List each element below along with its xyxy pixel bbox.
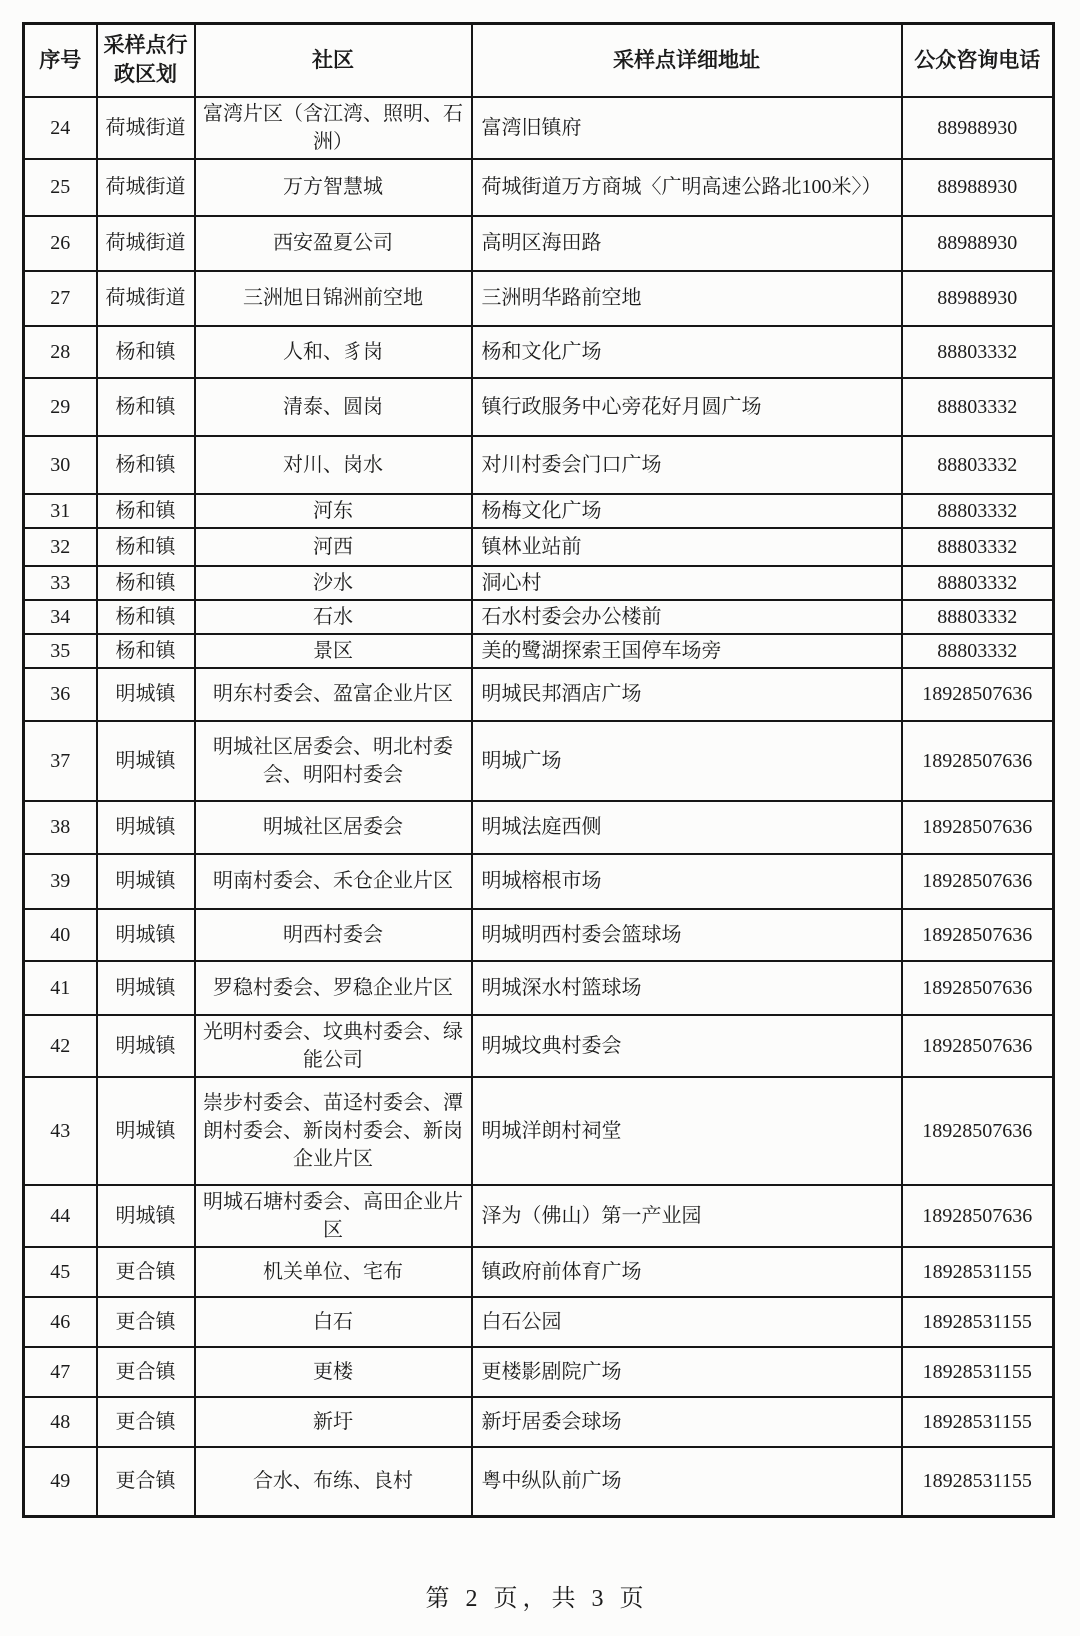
cell-district: 荷城街道 [97, 97, 195, 159]
cell-serial-number: 38 [24, 801, 97, 854]
table-row [24, 1447, 1054, 1517]
cell-phone: 88803332 [902, 494, 1054, 528]
cell-community: 机关单位、宅布 [195, 1247, 472, 1297]
cell-district: 明城镇 [97, 668, 195, 721]
cell-community: 明城石塘村委会、高田企业片区 [195, 1185, 472, 1247]
cell-district: 更合镇 [97, 1397, 195, 1447]
column-header-community: 社区 [195, 24, 472, 97]
cell-district: 杨和镇 [97, 378, 195, 436]
cell-community: 富湾片区（含江湾、照明、石洲） [195, 97, 472, 159]
cell-address: 新圩居委会球场 [472, 1397, 902, 1447]
cell-serial-number: 25 [24, 159, 97, 216]
cell-community: 光明村委会、坟典村委会、绿能公司 [195, 1015, 472, 1077]
table-row [24, 436, 1054, 494]
table-row [24, 1347, 1054, 1397]
table-row [24, 909, 1054, 961]
cell-community: 崇步村委会、苗迳村委会、潭朗村委会、新岗村委会、新岗企业片区 [195, 1077, 472, 1185]
cell-serial-number: 40 [24, 909, 97, 961]
table-row [24, 566, 1054, 600]
cell-address: 杨和文化广场 [472, 326, 902, 378]
cell-serial-number: 46 [24, 1297, 97, 1347]
cell-serial-number: 24 [24, 97, 97, 159]
cell-address: 镇林业站前 [472, 528, 902, 566]
cell-phone: 88803332 [902, 378, 1054, 436]
cell-phone: 88803332 [902, 566, 1054, 600]
cell-phone: 18928531155 [902, 1397, 1054, 1447]
cell-phone: 18928531155 [902, 1247, 1054, 1297]
cell-community: 明城社区居委会 [195, 801, 472, 854]
cell-address: 粤中纵队前广场 [472, 1447, 902, 1517]
cell-district: 荷城街道 [97, 159, 195, 216]
cell-serial-number: 36 [24, 668, 97, 721]
cell-address: 泽为（佛山）第一产业园 [472, 1185, 902, 1247]
table-row [24, 378, 1054, 436]
table-row [24, 159, 1054, 216]
cell-serial-number: 28 [24, 326, 97, 378]
cell-address: 更楼影剧院广场 [472, 1347, 902, 1397]
cell-phone: 18928507636 [902, 1185, 1054, 1247]
cell-serial-number: 49 [24, 1447, 97, 1517]
cell-address: 镇行政服务中心旁花好月圆广场 [472, 378, 902, 436]
table-row [24, 961, 1054, 1015]
cell-phone: 18928507636 [902, 1015, 1054, 1077]
cell-community: 明西村委会 [195, 909, 472, 961]
cell-serial-number: 47 [24, 1347, 97, 1397]
cell-phone: 18928507636 [902, 909, 1054, 961]
table-row [24, 801, 1054, 854]
cell-address: 明城坟典村委会 [472, 1015, 902, 1077]
cell-address: 明城民邦酒店广场 [472, 668, 902, 721]
table-row [24, 1015, 1054, 1077]
cell-community: 石水 [195, 600, 472, 634]
table-row [24, 634, 1054, 668]
page-number: 第 2 页，共 3 页 [425, 1586, 649, 1612]
cell-district: 明城镇 [97, 1185, 195, 1247]
cell-community: 景区 [195, 634, 472, 668]
cell-district: 明城镇 [97, 1015, 195, 1077]
cell-community: 合水、布练、良村 [195, 1447, 472, 1517]
cell-phone: 88803332 [902, 528, 1054, 566]
column-header-serial: 序号 [24, 24, 97, 97]
table-row [24, 1185, 1054, 1247]
cell-address: 明城榕根市场 [472, 854, 902, 909]
cell-address: 洞心村 [472, 566, 902, 600]
cell-serial-number: 30 [24, 436, 97, 494]
cell-serial-number: 42 [24, 1015, 97, 1077]
table-row [24, 1077, 1054, 1185]
cell-address: 白石公园 [472, 1297, 902, 1347]
cell-community: 河西 [195, 528, 472, 566]
cell-address: 镇政府前体育广场 [472, 1247, 902, 1297]
cell-phone: 88803332 [902, 634, 1054, 668]
cell-community: 罗稳村委会、罗稳企业片区 [195, 961, 472, 1015]
table-row [24, 1297, 1054, 1347]
table-row [24, 1397, 1054, 1447]
cell-district: 更合镇 [97, 1347, 195, 1397]
cell-serial-number: 43 [24, 1077, 97, 1185]
cell-address: 高明区海田路 [472, 216, 902, 271]
cell-serial-number: 37 [24, 721, 97, 801]
column-header-address: 采样点详细地址 [472, 24, 902, 97]
cell-address: 明城广场 [472, 721, 902, 801]
cell-community: 明南村委会、禾仓企业片区 [195, 854, 472, 909]
cell-district: 杨和镇 [97, 494, 195, 528]
cell-district: 明城镇 [97, 961, 195, 1015]
cell-serial-number: 27 [24, 271, 97, 326]
cell-serial-number: 26 [24, 216, 97, 271]
cell-serial-number: 45 [24, 1247, 97, 1297]
table-row [24, 668, 1054, 721]
table-row [24, 326, 1054, 378]
table-row [24, 528, 1054, 566]
cell-phone: 88988930 [902, 271, 1054, 326]
cell-phone: 18928507636 [902, 854, 1054, 909]
cell-district: 更合镇 [97, 1247, 195, 1297]
cell-serial-number: 44 [24, 1185, 97, 1247]
cell-district: 杨和镇 [97, 600, 195, 634]
table-row [24, 271, 1054, 326]
cell-district: 杨和镇 [97, 634, 195, 668]
cell-district: 明城镇 [97, 1077, 195, 1185]
cell-phone: 18928507636 [902, 961, 1054, 1015]
cell-phone: 88988930 [902, 216, 1054, 271]
cell-community: 更楼 [195, 1347, 472, 1397]
cell-community: 沙水 [195, 566, 472, 600]
cell-address: 荷城街道万方商城〈广明高速公路北100米〉） [472, 159, 902, 216]
cell-district: 杨和镇 [97, 566, 195, 600]
cell-phone: 88803332 [902, 326, 1054, 378]
cell-address: 富湾旧镇府 [472, 97, 902, 159]
cell-community: 万方智慧城 [195, 159, 472, 216]
cell-serial-number: 29 [24, 378, 97, 436]
cell-district: 更合镇 [97, 1297, 195, 1347]
cell-serial-number: 35 [24, 634, 97, 668]
cell-phone: 18928507636 [902, 721, 1054, 801]
cell-district: 杨和镇 [97, 326, 195, 378]
cell-phone: 18928531155 [902, 1297, 1054, 1347]
cell-address: 明城法庭西侧 [472, 801, 902, 854]
cell-serial-number: 39 [24, 854, 97, 909]
cell-serial-number: 32 [24, 528, 97, 566]
cell-community: 明东村委会、盈富企业片区 [195, 668, 472, 721]
cell-address: 杨梅文化广场 [472, 494, 902, 528]
table-header-row [24, 24, 1054, 97]
cell-district: 杨和镇 [97, 528, 195, 566]
cell-district: 明城镇 [97, 721, 195, 801]
sampling-points-table [22, 22, 1055, 1518]
cell-district: 荷城街道 [97, 216, 195, 271]
cell-community: 西安盈夏公司 [195, 216, 472, 271]
cell-phone: 88988930 [902, 159, 1054, 216]
table-row [24, 721, 1054, 801]
cell-district: 明城镇 [97, 854, 195, 909]
table-row [24, 1247, 1054, 1297]
table-row [24, 494, 1054, 528]
cell-serial-number: 41 [24, 961, 97, 1015]
cell-address: 对川村委会门口广场 [472, 436, 902, 494]
cell-phone: 18928531155 [902, 1447, 1054, 1517]
cell-community: 白石 [195, 1297, 472, 1347]
cell-address: 明城明西村委会篮球场 [472, 909, 902, 961]
cell-community: 河东 [195, 494, 472, 528]
table-row [24, 216, 1054, 271]
cell-community: 对川、岗水 [195, 436, 472, 494]
cell-serial-number: 33 [24, 566, 97, 600]
cell-address: 明城洋朗村祠堂 [472, 1077, 902, 1185]
cell-phone: 18928507636 [902, 668, 1054, 721]
cell-district: 明城镇 [97, 909, 195, 961]
cell-phone: 88988930 [902, 97, 1054, 159]
cell-community: 清泰、圆岗 [195, 378, 472, 436]
cell-district: 荷城街道 [97, 271, 195, 326]
table-row [24, 600, 1054, 634]
cell-phone: 18928507636 [902, 801, 1054, 854]
table-row [24, 854, 1054, 909]
cell-phone: 18928531155 [902, 1347, 1054, 1397]
table-row [24, 97, 1054, 159]
cell-community: 明城社区居委会、明北村委会、明阳村委会 [195, 721, 472, 801]
cell-district: 更合镇 [97, 1447, 195, 1517]
cell-serial-number: 48 [24, 1397, 97, 1447]
cell-serial-number: 31 [24, 494, 97, 528]
cell-community: 人和、豸岗 [195, 326, 472, 378]
column-header-district: 采样点行政区划 [97, 24, 195, 97]
cell-address: 石水村委会办公楼前 [472, 600, 902, 634]
cell-address: 明城深水村篮球场 [472, 961, 902, 1015]
cell-community: 三洲旭日锦洲前空地 [195, 271, 472, 326]
cell-serial-number: 34 [24, 600, 97, 634]
cell-phone: 18928507636 [902, 1077, 1054, 1185]
cell-phone: 88803332 [902, 436, 1054, 494]
cell-district: 杨和镇 [97, 436, 195, 494]
column-header-phone: 公众咨询电话 [902, 24, 1054, 97]
cell-phone: 88803332 [902, 600, 1054, 634]
cell-district: 明城镇 [97, 801, 195, 854]
cell-community: 新圩 [195, 1397, 472, 1447]
cell-address: 美的鹭湖探索王国停车场旁 [472, 634, 902, 668]
cell-address: 三洲明华路前空地 [472, 271, 902, 326]
